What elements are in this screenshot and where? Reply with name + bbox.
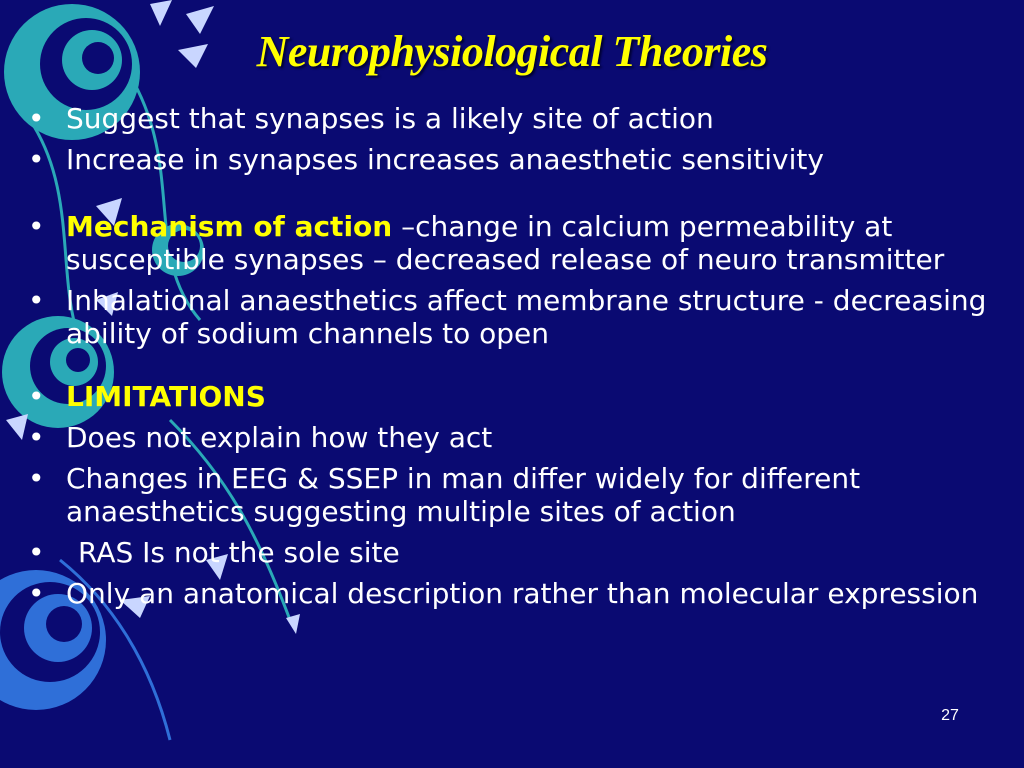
- bullet-item: [28, 421, 1013, 454]
- bullet-text: RAS Is not the sole site: [78, 536, 400, 569]
- decor-triangle: [150, 0, 172, 26]
- decor-triangle: [6, 414, 28, 440]
- bullet-item: [28, 380, 1013, 413]
- bullet-item: [28, 210, 1013, 276]
- page-number: 27: [941, 707, 959, 724]
- bullet-item: [28, 284, 1013, 350]
- bullet-item: [28, 536, 1013, 569]
- bullet-item: [28, 143, 1013, 176]
- bullet-text: –change in calcium permeability at susceptible synapses – decreased release of neuro transmitter: [66, 210, 945, 276]
- bullet-text: Inhalational anaesthetics affect membrane structure - decreasing ability of sodium channels to open: [66, 284, 987, 350]
- bullet-text: Only an anatomical description rather than molecular expression: [66, 577, 979, 610]
- bullet-list: [28, 102, 1013, 618]
- bullet-label-mechanism: Mechanism of action: [66, 210, 393, 243]
- bullet-text: Does not explain how they act: [66, 421, 493, 454]
- bullet-text: Increase in synapses increases anaesthetic sensitivity: [66, 143, 824, 176]
- slide-title: Neurophysiological Theories: [256, 27, 768, 76]
- bullet-item: [28, 577, 1013, 610]
- bullet-item: [28, 462, 1013, 528]
- bullet-text: Suggest that synapses is a likely site of action: [66, 102, 714, 135]
- bullet-text: Changes in EEG & SSEP in man differ widely for different anaesthetics suggesting multiple sites of action: [66, 462, 861, 528]
- bullet-item: [28, 102, 1013, 135]
- bullet-label-limitations: LIMITATIONS: [66, 380, 266, 413]
